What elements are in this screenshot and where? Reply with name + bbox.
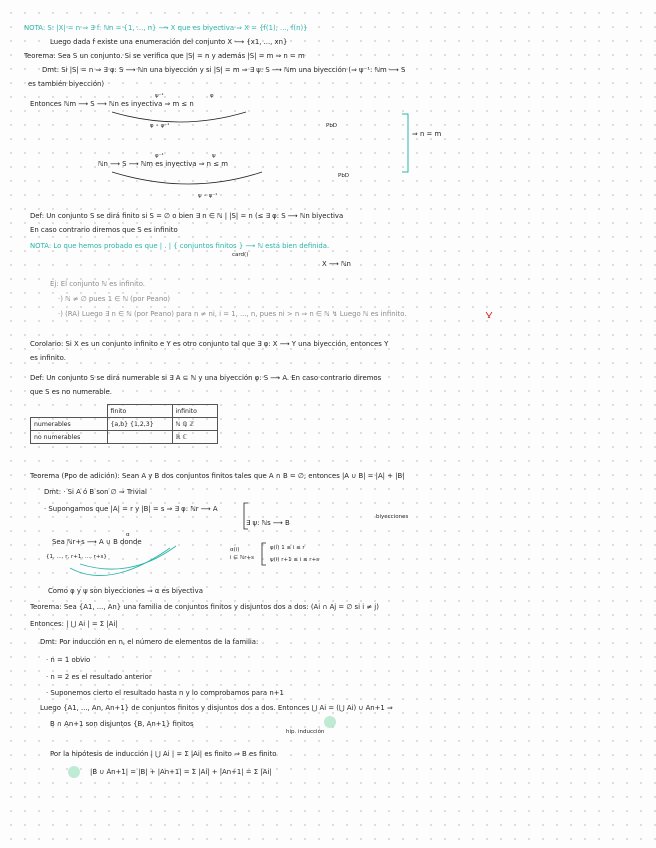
def-no-numerable: que S es no numerable.: [30, 388, 112, 396]
label-phi-inv: φ⁻¹: [155, 153, 164, 159]
alpha-arrow-1: [70, 548, 170, 576]
table-row-label: numerables: [31, 418, 108, 431]
proof-line-3: Entonces ℕm ⟶ S ⟶ ℕn es inyectiva ⇒ m ≤ n: [30, 100, 194, 108]
label-card: card(): [232, 252, 249, 258]
example-heading: Ej: El conjunto ℕ es infinito.: [50, 280, 145, 288]
bijection-bracket: [244, 503, 248, 529]
example-line-1: ·) ℕ ≠ ∅ pues 1 ∈ ℕ (por Peano): [58, 295, 171, 303]
label-phi: φ: [210, 93, 214, 99]
label-alpha: α: [126, 532, 130, 538]
contradiction-mark: [486, 312, 492, 318]
induction-base-1: · n = 1 obvio: [46, 656, 91, 664]
table-cell: ℝ ℂ: [172, 431, 217, 444]
nota-card: NOTA: Lo que hemos probado es que | . | { conjuntos finitos } ⟶ ℕ está bien definida.: [30, 242, 330, 250]
label-set-r-s: {1, ..., r, r+1, ..., r+s}: [46, 554, 107, 560]
composition-arc-2: [112, 172, 262, 184]
card-map: X ⟶ ℕn: [322, 260, 351, 268]
corollary-line-2: es infinito.: [30, 354, 66, 362]
addition-proof-1: Dmt: · Si A ó B son ∅ ⇒ Trivial: [44, 488, 147, 496]
theorem-family-statement: Entonces: | ⋃ Ai | = Σ |Ai|: [30, 620, 118, 628]
label-alpha-i: α(i): [230, 547, 240, 553]
cases-bracket: [262, 543, 266, 565]
table-row-label: no numerables: [31, 431, 108, 444]
proof-line-1: Dmt: Si |S| = n ⇒ ∃ φ: S ⟶ ℕn una biyección y si |S| = m ⇒ ∃ ψ: S ⟶ ℕm una biyección (⇒ ψ⁻¹: ℕm ⟶ S: [42, 66, 406, 74]
induction-step-3: Por la hipótesis de inducción | ⋃ Ai | = Σ |Ai| es finito ⇒ B es finito: [50, 750, 277, 758]
case-psi: ψ(i) r+1 ≤ i ≤ r+s: [270, 557, 320, 563]
alpha-arrow-2: [80, 546, 176, 569]
def-numerable: Def: Un conjunto S se dirá numerable si ∃ A ⊆ ℕ y una biyección φ: S ⟶ A. En caso contrario diremos: [30, 374, 382, 382]
corollary-line-1: Corolario: Si X es un conjunto infinito e Y es otro conjunto tal que ∃ φ: X ⟶ Y una biyección, entonces Y: [30, 340, 389, 348]
label-hip-induccion: hip. inducción: [286, 729, 325, 735]
table-cell: {a,b} {1,2,3}: [107, 418, 172, 431]
proof-line-4: ℕn ⟶ S ⟶ ℕm es inyectiva ⇒ n ≤ m: [98, 160, 228, 168]
nota-line-1: NOTA: S: |X| = n ⇒ ∃ f: ℕn = {1, ..., n} ⟶ X que es biyectiva ⇒ X = {f(1), ..., f(n)}: [24, 24, 308, 32]
text-line-2: Luego dada f existe una enumeración del conjunto X ⟶ {x1, ..., xn}: [50, 38, 288, 46]
induction-conclusion: |B ∪ An+1| = |B| + |An+1| = Σ |Ai| + |An+1| = Σ |Ai|: [90, 768, 272, 776]
alpha-def: Sea ℕr+s ⟶ A ∪ B donde: [52, 538, 142, 546]
induction-proof: Dmt: Por inducción en n, el número de elementos de la familia:: [40, 638, 259, 646]
addition-proof-2: · Supongamos que |A| = r y |B| = s ⇒ ∃ φ: ℕr ⟶ A: [44, 505, 218, 513]
induction-step-1: Luego {A1, ..., An, An+1} de conjuntos finitos y disjuntos dos a dos. Entonces ⋃ Ai = (⋃ Ai) ∪ An+1 ⇒: [40, 704, 393, 712]
case-phi: φ(i) 1 ≤ i ≤ r: [270, 545, 305, 551]
label-psi: ψ: [212, 153, 216, 159]
label-comp-2: ψ ∘ φ⁻¹: [198, 193, 218, 199]
table-cell: ℕ ℚ ℤ: [172, 418, 217, 431]
label-comp-1: φ ∘ ψ⁻¹: [150, 123, 170, 129]
label-pbd-2: PbD: [338, 173, 350, 179]
table-header-finite: finito: [107, 405, 172, 418]
composition-arc-1: [112, 112, 246, 122]
addition-proof-3: ∃ ψ: ℕs ⟶ B: [246, 519, 290, 527]
def-infinite: En caso contrario diremos que S es infinito: [30, 226, 178, 234]
label-i-in: i ∈ ℕr+s: [230, 555, 254, 561]
example-line-2: ·) (RA) Luego ∃ n ∈ ℕ (por Peano) para n ≠ ni, i = 1, ..., n, pues ni > n ⇒ n ∈ ℕ ↯ Luego ℕ es infinito.: [58, 310, 407, 318]
induction-step-2: B ∩ An+1 son disjuntos {B, An+1} finitos: [50, 720, 194, 728]
theorem-addition: Teorema (Ppo de adición): Sean A y B dos conjuntos finitos tales que A ∩ B = ∅, entonces |A ∪ B| = |A| + |B|: [30, 472, 405, 480]
table-header-infinite: infinito: [172, 405, 217, 418]
label-pbd-1: PbD: [326, 123, 338, 129]
def-finite: Def: Un conjunto S se dirá finito si S = ∅ o bien ∃ n ∈ ℕ | |S| = n (≤ ∃ φ: S ⟶ ℕn biyectiva: [30, 212, 344, 220]
label-psi-inv: ψ⁻¹: [155, 93, 164, 99]
alpha-bijective: Como φ y ψ son biyecciones ⇒ α es biyectiva: [48, 587, 203, 595]
theorem-unicity: Teorema: Sea S un conjunto. Si se verifica que |S| = n y además |S| = m ⇒ n = m: [24, 52, 305, 60]
label-biyecciones: biyecciones: [376, 514, 409, 520]
induction-hypothesis: · Suponemos cierto el resultado hasta n y lo comprobamos para n+1: [46, 689, 284, 697]
inequality-bracket: [402, 114, 408, 172]
induction-base-2: · n = 2 es el resultado anterior: [46, 673, 152, 681]
proof-line-2: es también biyección): [28, 80, 105, 88]
conclusion-n-eq-m: ⇒ n = m: [412, 130, 442, 138]
theorem-family: Teorema: Sea {A1, ..., An} una familia de conjuntos finitos y disjuntos dos a dos: (Ai ∩ Aj = ∅ si i ≠ j): [30, 603, 379, 611]
